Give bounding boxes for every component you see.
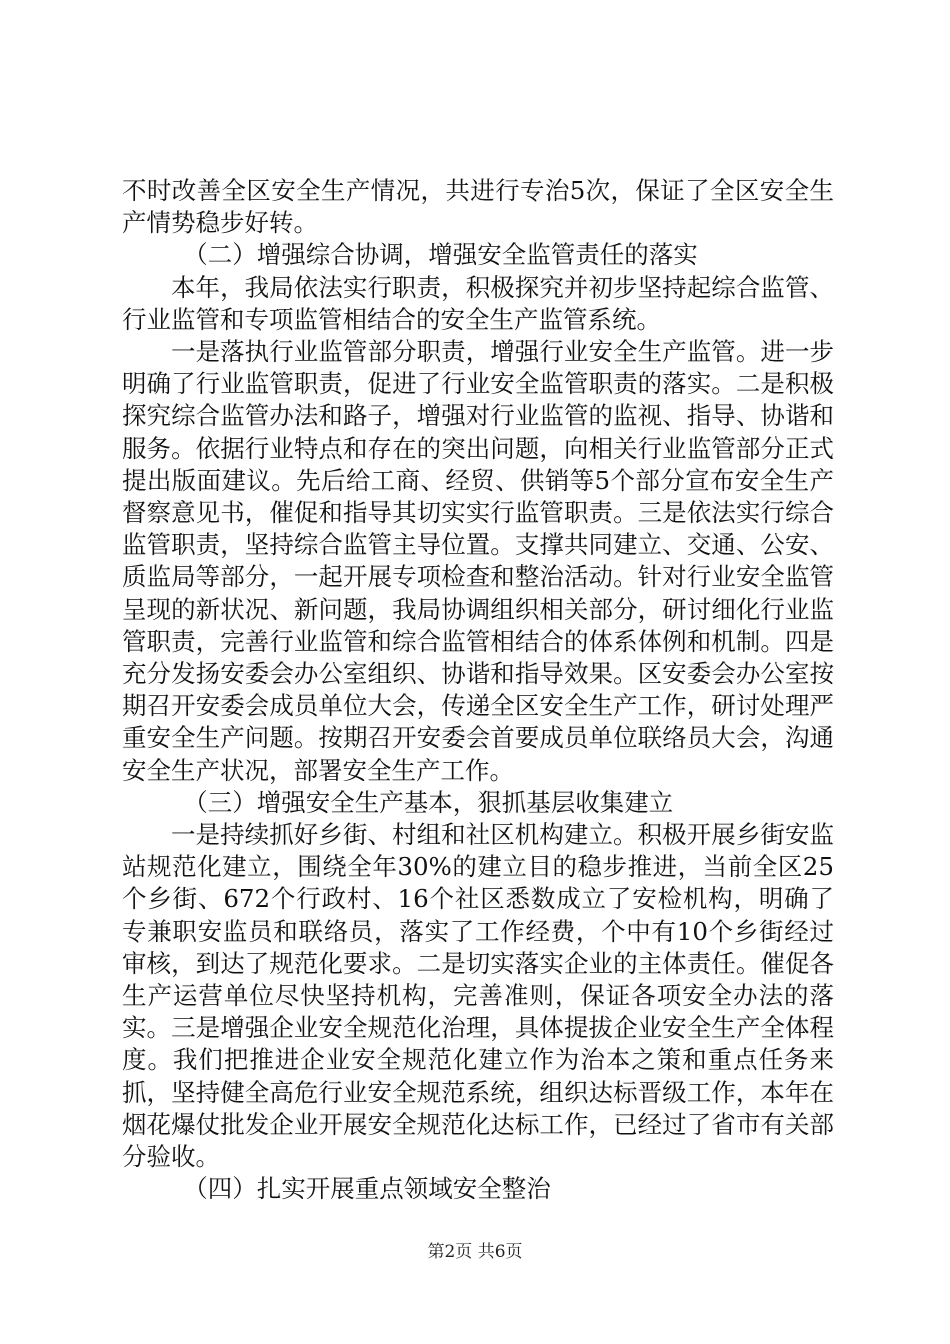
page-footer: 第2页 共6页: [427, 1242, 523, 1262]
section-heading-4: （四）扎实开展重点领域安全整治: [183, 1174, 551, 1204]
paragraph-continuation: 不时改善全区安全生产情况，共进行专治5次，保证了全区安全生产情势稳步好转。: [122, 176, 834, 238]
paragraph-grassroots: 一是持续抓好乡街、村组和社区机构建立。积极开展乡街安监站规范化建立，围绕全年30%的建立目的稳步推进，当前全区25个乡街、672个行政村、16个社区悉数成立了安检机构，明确了专兼职安监员和联络员，落实了工作经费，个中有10个乡街经过审核，到达了规范化要求。二是切实落实企业的主体责任。催促各生产运营单位尽快坚持机构，完善准则，保证各项安全办法的落实。三是增强企业安全规范化治理，具体提拔企业安全生产全体程度。我们把推进企业安全规范化建立作为治本之策和重点任务来抓，坚持健全高危行业安全规范系统，组织达标晋级工作，本年在烟花爆仗批发企业开展安全规范化达标工作，已经过了省市有关部分验收。: [122, 820, 834, 1172]
section-heading-2: （二）增强综合协调，增强安全监管责任的落实: [183, 240, 698, 270]
paragraph-intro: 本年，我局依法实行职责，积极探究并初步坚持起综合监管、行业监管和专项监管相结合的安全生产监管系统。: [122, 272, 834, 334]
section-heading-3: （三）增强安全生产基本，狠抓基层收集建立: [183, 787, 674, 817]
document-body: [122, 175, 834, 1206]
paragraph-supervision: 一是落执行业监管部分职责，增强行业安全生产监管。进一步明确了行业监管职责，促进了行业安全监管职责的落实。二是积极探究综合监管办法和路子，增强对行业监管的监视、指导、协谐和服务。依据行业特点和存在的突出问题，向相关行业监管部分正式提出版面建议。先后给工商、经贸、供销等5个部分宣布安全生产督察意见书，催促和指导其切实实行监管职责。三是依法实行综合监管职责，坚持综合监管主导位置。支撑共同建立、交通、公安、质监局等部分，一起开展专项检查和整治活动。针对行业安全监管呈现的新状况、新问题，我局协调组织相关部分，研讨细化行业监管职责，完善行业监管和综合监管相结合的体系体例和机制。四是充分发扬安委会办公室组织、协谐和指导效果。区安委会办公室按期召开安委会成员单位大会，传递全区安全生产工作，研讨处理严重安全生产问题。按期召开安委会首要成员单位联络员大会，沟通安全生产状况，部署安全生产工作。: [122, 337, 834, 785]
